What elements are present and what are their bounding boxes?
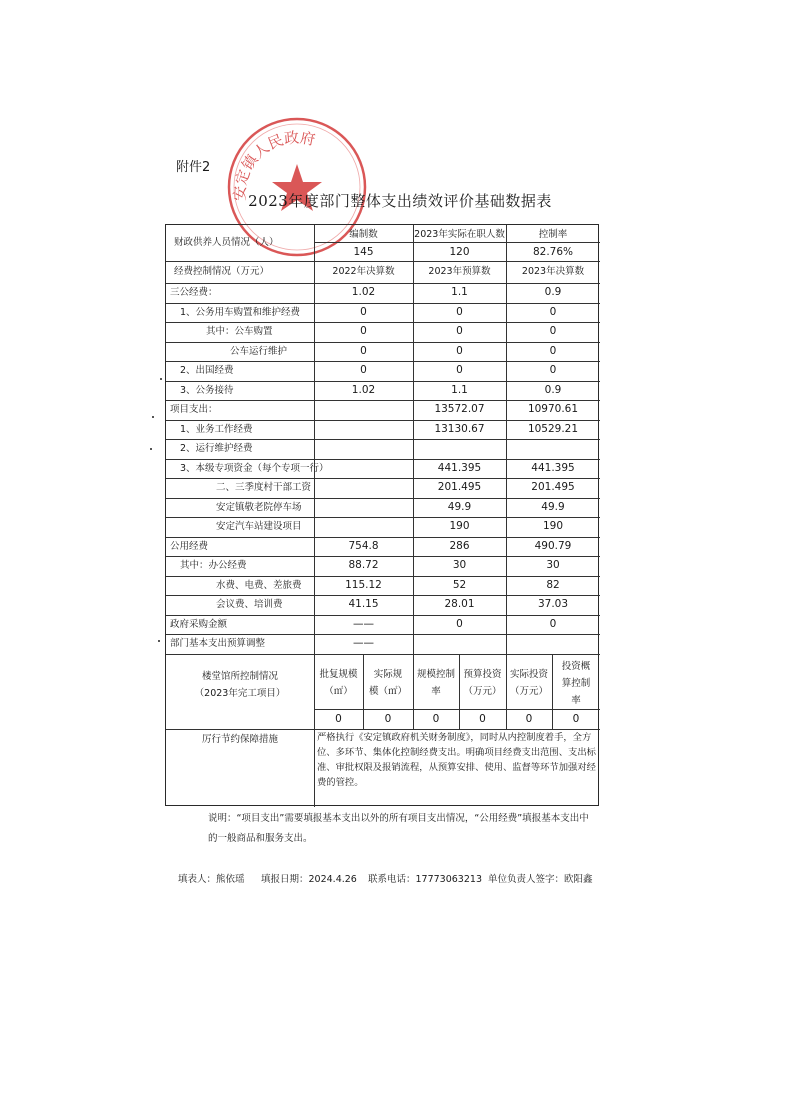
- staff-value: 120: [449, 246, 470, 258]
- row-label: 3、公务接待: [180, 384, 234, 396]
- table-rule: [166, 576, 600, 577]
- staff-header: 控制率: [538, 229, 568, 240]
- row-value: 0: [360, 364, 367, 376]
- staff-header: 2023年实际在职人数: [414, 229, 505, 240]
- row-label: 政府采购金额: [170, 618, 228, 630]
- building-col-header: （万元）: [463, 685, 502, 697]
- row-value: 52: [452, 578, 467, 591]
- table-rule: [166, 381, 600, 382]
- budget-header: 2022年决算数: [332, 266, 395, 277]
- table-rule: [166, 361, 600, 362]
- building-col-header: 批复规模: [319, 668, 358, 680]
- building-value: 0: [432, 712, 440, 725]
- scan-speck: [150, 448, 152, 450]
- table-rule: [166, 459, 600, 460]
- building-col-header: 实际投资: [509, 668, 549, 680]
- signer-name: 单位负责人签字：欧阳鑫: [488, 874, 593, 885]
- table-rule: [166, 498, 600, 499]
- table-rule: [314, 654, 315, 729]
- row-label: 二、三季度村干部工资: [216, 482, 312, 493]
- staff-header: 编制数: [349, 229, 378, 240]
- table-rule: [459, 654, 460, 729]
- building-col-header: 实际规: [373, 668, 403, 680]
- row-value: 0: [549, 364, 557, 376]
- scan-speck: [160, 378, 162, 380]
- table-rule: [413, 654, 414, 729]
- table-rule: [166, 478, 600, 479]
- staff-value: 82.76%: [532, 246, 574, 258]
- building-sublabel: （2023年完工项目）: [194, 687, 286, 699]
- frugal-text: 费的管控。: [317, 776, 364, 788]
- table-rule: [314, 709, 600, 710]
- table-rule: [166, 420, 600, 421]
- row-value: 754.8: [348, 539, 379, 552]
- frugal-label: 厉行节约保障措施: [201, 733, 279, 745]
- row-value: 201.495: [531, 481, 575, 493]
- table-rule: [166, 615, 600, 616]
- note-line-1: 说明：“项目支出”需要填报基本支出以外的所有项目支出情况，“公用经费”填报基本支出中: [208, 813, 589, 824]
- page-title: 2023年度部门整体支出绩效评价基础数据表: [248, 192, 552, 210]
- row-label: 公车运行维护: [230, 345, 288, 357]
- row-value: 0: [549, 325, 557, 337]
- building-col-header: 投资概: [561, 660, 591, 672]
- table-rule: [413, 225, 414, 654]
- row-value: 28.01: [444, 598, 475, 610]
- row-value: 49.9: [447, 500, 472, 513]
- row-label: 其中：公车购置: [206, 326, 273, 337]
- table-rule: [166, 595, 600, 596]
- table-rule: [363, 654, 364, 729]
- row-label: 1、业务工作经费: [180, 423, 253, 435]
- row-value: 0: [549, 305, 557, 318]
- row-value: 0: [360, 325, 367, 337]
- contact-phone: 联系电话：17773063213: [368, 874, 482, 885]
- table-rule: [166, 634, 600, 635]
- row-value: 0: [549, 617, 557, 630]
- fill-date: 填报日期：2024.4.26: [261, 874, 357, 885]
- row-value: 1.02: [351, 286, 376, 298]
- row-value: 13572.07: [434, 403, 485, 415]
- row-value: 0: [456, 364, 463, 376]
- row-value: 441.395: [437, 461, 482, 474]
- row-label: 三公经费：: [170, 287, 218, 298]
- row-value: 10970.61: [527, 403, 579, 415]
- building-col-header: 算控制: [561, 677, 591, 689]
- building-value: 0: [525, 712, 533, 725]
- row-label: 1、公务用车购置和维护经费: [180, 306, 301, 318]
- building-col-header: 率: [571, 694, 581, 706]
- row-value: 30: [452, 559, 467, 571]
- table-rule: [166, 654, 600, 655]
- row-label: 部门基本支出预算调整: [170, 638, 266, 649]
- row-value: 41.15: [348, 598, 379, 610]
- row-value: 441.395: [531, 461, 575, 474]
- budget-header: 2023年决算数: [521, 266, 585, 277]
- row-value: 0: [456, 617, 463, 630]
- row-value: 0: [360, 305, 367, 318]
- building-col-header: 规模控制: [416, 668, 456, 680]
- row-label: 3、本级专项资金（每个专项一行）: [180, 462, 329, 474]
- row-value: 1.02: [351, 383, 376, 396]
- row-value: 30: [546, 559, 560, 571]
- frugal-text: 位、多环节、集体化控制经费支出。明确项目经费支出范围、支出标: [317, 746, 596, 758]
- row-value: 37.03: [537, 598, 569, 610]
- row-value: 0: [360, 344, 367, 357]
- row-value: 0.9: [544, 286, 562, 298]
- building-value: 0: [384, 712, 392, 725]
- row-value: 10529.21: [527, 422, 579, 435]
- row-label: 会议费、培训费: [216, 599, 283, 610]
- table-rule: [166, 400, 600, 401]
- table-rule: [166, 537, 600, 538]
- scan-speck: [158, 640, 160, 642]
- row-value: 190: [449, 520, 470, 532]
- building-col-header: （㎡）: [324, 685, 353, 697]
- row-value: ——: [353, 617, 374, 630]
- building-label: 楼堂馆所控制情况: [201, 670, 279, 682]
- row-value: 0: [456, 344, 463, 357]
- building-col-header: 率: [431, 685, 441, 697]
- table-rule: [166, 342, 600, 343]
- staff-value: 145: [353, 246, 374, 258]
- row-value: 286: [449, 539, 470, 552]
- row-value: 115.12: [345, 578, 382, 591]
- table-rule: [166, 283, 600, 284]
- table-rule: [314, 242, 600, 243]
- row-label: 公用经费: [170, 540, 209, 552]
- building-col-header: 模（㎡）: [368, 685, 408, 697]
- attachment-label: 附件2: [176, 160, 211, 175]
- row-value: 49.9: [541, 500, 565, 513]
- row-value: 0: [456, 325, 463, 337]
- row-value: 0: [549, 344, 557, 357]
- row-value: 201.495: [437, 481, 482, 493]
- table-rule: [166, 261, 600, 262]
- building-value: 0: [335, 712, 342, 725]
- scan-speck: [152, 416, 154, 418]
- table-rule: [166, 556, 600, 557]
- row-value: 88.72: [348, 559, 379, 571]
- table-rule: [166, 439, 600, 440]
- budget-header: 2023年预算数: [428, 266, 491, 277]
- table-rule: [314, 729, 315, 808]
- row-label: 2、出国经费: [180, 365, 234, 376]
- table-rule: [506, 654, 507, 729]
- staff-label: 财政供养人员情况（人）: [174, 237, 279, 248]
- filler-name: 填表人：熊依瑶: [178, 874, 245, 885]
- row-value: 1.1: [451, 383, 468, 396]
- row-value: 490.79: [534, 539, 572, 552]
- row-label: 其中：办公经费: [180, 560, 247, 571]
- table-rule: [506, 225, 507, 654]
- row-label: 水费、电费、差旅费: [216, 579, 302, 591]
- table-rule: [314, 225, 315, 654]
- row-label: 项目支出：: [170, 404, 218, 415]
- row-value: ——: [353, 637, 374, 649]
- row-value: 190: [542, 520, 564, 532]
- row-label: 2、运行维护经费: [180, 443, 253, 454]
- row-value: 82: [546, 578, 560, 591]
- seal-text: 安定镇人民政府: [230, 128, 317, 202]
- building-col-header: （万元）: [509, 685, 549, 697]
- row-label: 安定汽车站建设项目: [216, 521, 302, 532]
- budget-label: 经费控制情况（万元）: [174, 266, 270, 277]
- table-rule: [166, 322, 600, 323]
- table-rule: [166, 517, 600, 518]
- frugal-text: 严格执行《安定镇政府机关财务制度》，同时从内控制度着手，全方: [317, 731, 592, 743]
- table-rule: [166, 303, 600, 304]
- table-rule: [552, 654, 553, 729]
- building-value: 0: [572, 712, 580, 725]
- row-value: 1.1: [451, 286, 468, 298]
- data-table: [165, 224, 599, 806]
- row-value: 0.9: [544, 383, 562, 396]
- row-label: 安定镇敬老院停车场: [216, 501, 302, 513]
- note-line-2: 的一般商品和服务支出。: [208, 833, 313, 844]
- row-value: 0: [456, 305, 463, 318]
- building-col-header: 预算投资: [463, 668, 502, 680]
- frugal-text: 准、审批权限及报销流程，从预算安排、使用、监督等环节加强对经: [317, 761, 596, 773]
- building-value: 0: [479, 712, 486, 725]
- row-value: 13130.67: [434, 422, 485, 435]
